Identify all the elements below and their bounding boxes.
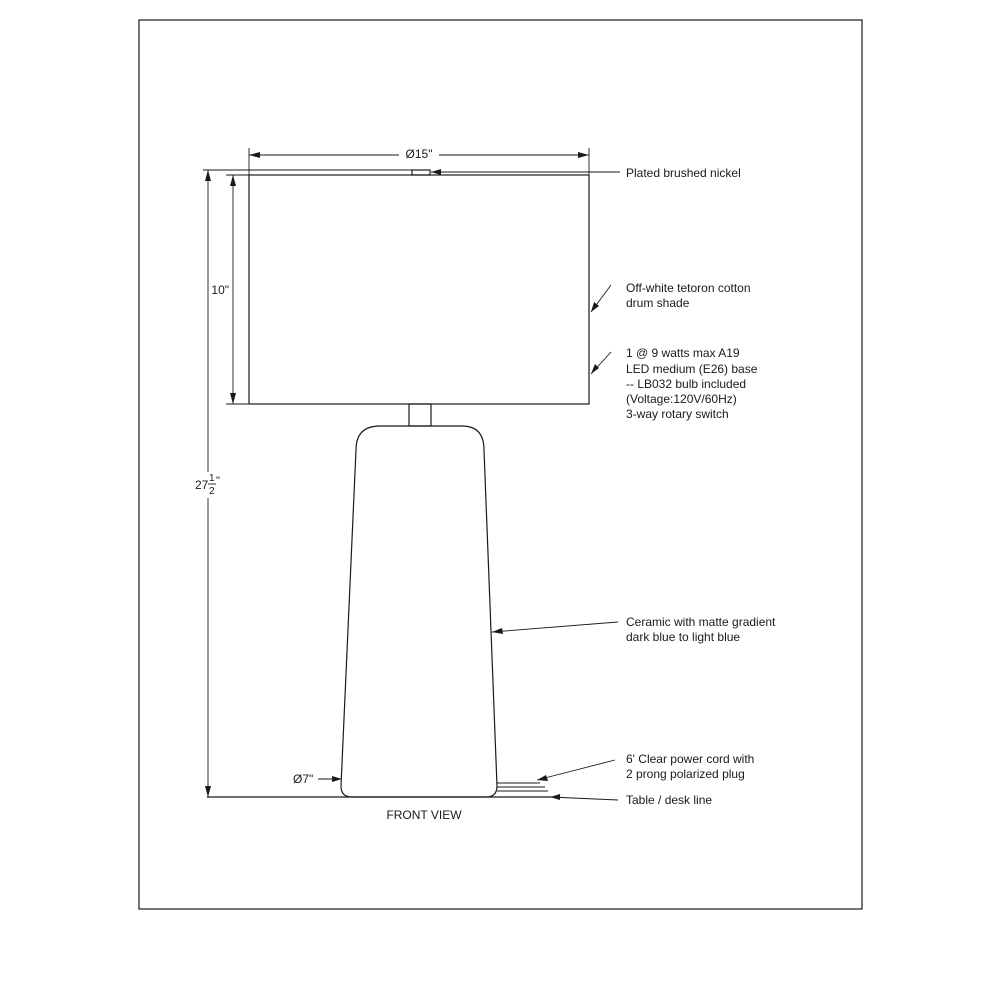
overall-height-whole: 27 xyxy=(195,478,209,492)
body-leader xyxy=(492,622,618,634)
bulb-callout-line-1: 1 @ 9 watts max A19 xyxy=(626,346,740,360)
cord-callout-line-1: 6' Clear power cord with xyxy=(626,752,755,766)
bulb-callout-line-3: -- LB032 bulb included xyxy=(626,377,747,391)
cord-leader xyxy=(537,760,615,781)
overall-height-inch-mark: " xyxy=(216,475,220,487)
table-leader xyxy=(550,794,618,800)
shade-callout-line-2: drum shade xyxy=(626,296,690,310)
finial xyxy=(412,170,430,175)
cord-callout-line-2: 2 prong polarized plug xyxy=(626,767,745,781)
shade-height-dimension xyxy=(226,175,249,404)
bulb-callout-line-4: (Voltage:120V/60Hz) xyxy=(626,392,737,406)
view-label: FRONT VIEW xyxy=(386,808,462,822)
overall-height-numerator: 1 xyxy=(209,473,215,484)
power-cord xyxy=(497,783,548,791)
shade-leader xyxy=(591,285,611,312)
finial-leader xyxy=(431,169,620,175)
bulb-callout-line-2: LED medium (E26) base xyxy=(626,362,758,376)
overall-height-denominator: 2 xyxy=(209,486,215,497)
drum-shade xyxy=(249,175,589,404)
base-diameter-pointer xyxy=(318,776,342,782)
finial-callout: Plated brushed nickel xyxy=(626,166,741,180)
lamp-neck xyxy=(409,404,431,426)
bulb-leader xyxy=(591,352,611,374)
body-callout-line-1: Ceramic with matte gradient xyxy=(626,615,776,629)
ceramic-body xyxy=(341,426,497,797)
shade-diameter-label: Ø15" xyxy=(405,147,433,161)
shade-callout-line-1: Off-white tetoron cotton xyxy=(626,281,751,295)
base-diameter-label: Ø7" xyxy=(293,772,314,786)
bulb-callout-line-5: 3-way rotary switch xyxy=(626,407,729,421)
body-callout-line-2: dark blue to light blue xyxy=(626,630,741,644)
overall-height-dimension xyxy=(203,170,412,797)
table-callout: Table / desk line xyxy=(626,793,713,807)
shade-height-label: 10" xyxy=(211,283,229,297)
drawing-frame xyxy=(139,20,862,909)
